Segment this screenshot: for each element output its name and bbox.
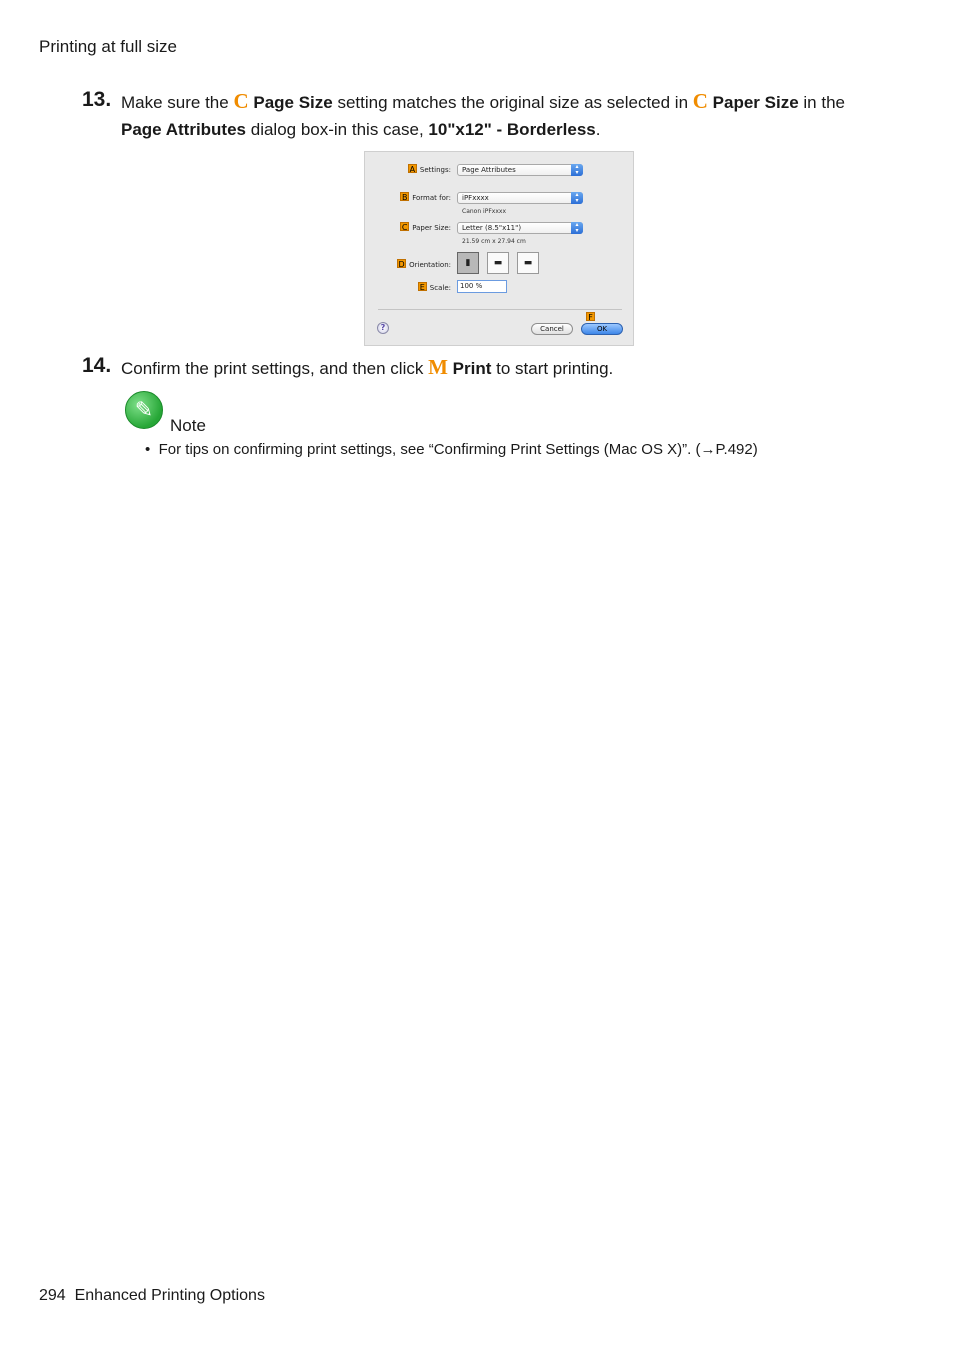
badge-f: F [586,312,595,321]
bullet-mark: • [145,441,151,458]
step-13-borderless: 10"x12" - Borderless [428,120,596,139]
step-13-text-3: in the [798,93,845,112]
badge-c: C [401,223,408,232]
popup-arrows-icon: ▴ ▾ [571,164,583,176]
key-m-icon: M [428,355,448,379]
format-subtext: Canon iPFxxxx [462,208,506,215]
step-14-text-2: to start printing. [491,359,614,378]
badge-a: A [409,165,416,174]
format-label: B Format for: [401,193,451,202]
settings-label: A Settings: [409,165,451,174]
step-13-paper-size: Paper Size [712,93,799,112]
step-13-number: 13. [82,88,112,111]
note-label: Note [170,416,206,435]
badge-b: B [401,193,408,202]
step-13-text-4: dialog box-in this case, [246,120,429,139]
note-bullet-text: For tips on confirming print settings, see “Confirming Print Settings (Mac OS X)”. (→P.492) [158,441,758,458]
key-c-icon: C [233,89,249,113]
step-13-text-1: Make sure the [121,93,234,112]
step-13-page-size: Page Size [253,93,333,112]
page-header: Printing at full size [39,37,177,56]
step-13-text [121,88,911,143]
orientation-landscape-icon[interactable]: ▬ [487,252,509,274]
step-14-print: Print [452,359,492,378]
step-14-number: 14. [82,354,112,377]
help-icon[interactable]: ? [377,322,389,334]
step-13-text-2: setting matches the original size as selected in [332,93,693,112]
popup-arrows-icon: ▴ ▾ [571,222,583,234]
paper-size-subtext: 21.59 cm x 27.94 cm [462,238,526,245]
orientation-label: D Orientation: [398,260,451,269]
page-number: 294 [39,1287,66,1304]
note-bullet [145,441,758,458]
step-14-text [121,354,911,382]
dialog-separator [378,309,622,310]
badge-d: D [398,260,405,269]
orientation-reverse-landscape-icon[interactable]: ▬ [517,252,539,274]
key-c-icon: C [692,89,708,113]
step-13-text-5: . [595,120,601,139]
format-popup[interactable]: iPFxxxx ▴ ▾ [457,192,583,204]
step-14-text-1: Confirm the print settings, and then click [121,359,429,378]
page-footer [39,1287,265,1305]
popup-arrows-icon: ▴ ▾ [571,192,583,204]
orientation-portrait-icon[interactable]: ▮ [457,252,479,274]
page-attributes-dialog [364,151,634,346]
paper-size-popup[interactable]: Letter (8.5"x11") ▴ ▾ [457,222,583,234]
ok-button[interactable]: OK [581,323,623,335]
step-13-page-attributes: Page Attributes [121,120,247,139]
note-pencil-icon: ✎ [125,391,163,429]
cancel-button[interactable]: Cancel [531,323,573,335]
footer-section: Enhanced Printing Options [74,1287,265,1304]
paper-size-label: C Paper Size: [401,223,451,232]
badge-e: E [419,283,425,292]
scale-input[interactable]: 100 % [457,280,507,293]
settings-popup[interactable]: Page Attributes ▴ ▾ [457,164,583,176]
scale-label: E Scale: [419,283,451,292]
